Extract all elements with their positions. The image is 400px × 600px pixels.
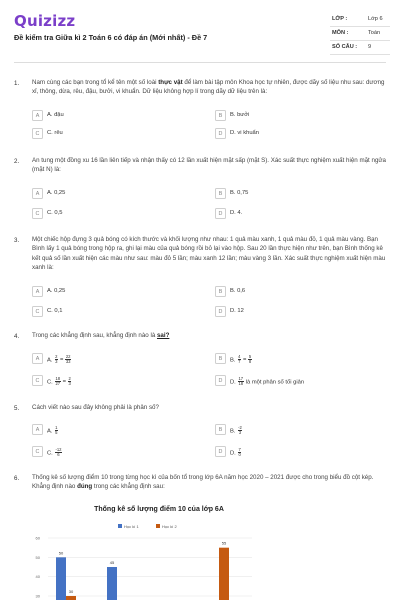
- option-letter-box[interactable]: B: [215, 353, 226, 364]
- bar: [107, 567, 117, 600]
- option-text: [47, 210, 62, 216]
- question-text-emphasis: sai?: [156, 332, 170, 339]
- option-text: [230, 190, 248, 196]
- equals-sign: =: [242, 357, 247, 364]
- option-text: [230, 448, 242, 458]
- option-text: [47, 308, 62, 314]
- chart-container: [22, 500, 388, 600]
- answer-option-a[interactable]: [32, 110, 202, 123]
- option-label: C. 0,5: [47, 210, 63, 216]
- option-label: D. vi khuẩn: [230, 130, 259, 136]
- fraction: [248, 355, 251, 365]
- quizizz-logo: Quizizz: [14, 12, 76, 30]
- fraction-numerator: 7: [238, 447, 241, 452]
- fraction-denominator: 27: [55, 381, 61, 387]
- option-text: [47, 130, 63, 136]
- fraction: [55, 448, 62, 458]
- question-text-part: Cách viết nào sau đây không phải là phân số?: [32, 404, 159, 411]
- fraction-numerator: 2: [68, 376, 71, 381]
- meta-label: SỐ CÂU :: [332, 44, 358, 50]
- option-text: [230, 308, 244, 314]
- question-text-part: Trong các khẳng định sau, khẳng định nào là: [32, 332, 157, 339]
- fraction: [55, 355, 58, 365]
- option-label: A.: [47, 357, 53, 364]
- fraction-denominator: 7: [238, 359, 241, 365]
- question-number: 6.: [14, 475, 20, 482]
- option-letter-box[interactable]: B: [215, 110, 226, 121]
- option-text: [47, 288, 65, 294]
- y-tick-label: 60: [35, 535, 40, 541]
- fraction-numerator: 2: [55, 354, 58, 359]
- question-text: [32, 403, 388, 412]
- equals-sign: =: [59, 357, 64, 364]
- answer-option-a[interactable]: [32, 286, 202, 299]
- option-label: B.: [230, 428, 236, 435]
- option-letter-box[interactable]: A: [32, 353, 43, 364]
- answer-option-d[interactable]: [215, 375, 385, 388]
- question-text-part: Nam cùng các bạn trong tổ kể tên một số loài: [32, 79, 159, 86]
- option-letter-box[interactable]: C: [32, 208, 43, 219]
- fraction: [55, 426, 58, 436]
- fraction: [238, 355, 241, 365]
- legend-label: Học kì 2: [162, 524, 177, 529]
- fraction-denominator: 3: [55, 359, 58, 365]
- answer-option-b[interactable]: [215, 353, 385, 366]
- answer-option-b[interactable]: [215, 188, 385, 201]
- answer-option-a[interactable]: [32, 424, 202, 437]
- document-meta: [330, 13, 390, 55]
- meta-value: Toán: [368, 30, 381, 36]
- fraction-numerator: 5: [248, 354, 252, 359]
- fraction-numerator: 22: [65, 354, 71, 359]
- fraction-denominator: 5: [55, 430, 58, 436]
- meta-row-subject: [330, 27, 390, 41]
- meta-value: 9: [368, 44, 372, 50]
- question-number: 3.: [14, 237, 20, 244]
- option-text: [230, 426, 243, 436]
- question-text-part: để làm bài tập môn Khoa học tự nhiên, được dãy số liệu nhu sau: dương xỉ, thông, dừa, rêu, đậu, bưởi, vi khuẩn. Dữ liệu không hợp lí trong dãy dữ liệu trên là:: [32, 79, 385, 96]
- option-text: [47, 190, 65, 196]
- option-text: [230, 130, 259, 136]
- option-text: [47, 448, 63, 458]
- fraction: [68, 377, 71, 387]
- question-text-emphasis: thực vật: [158, 79, 183, 86]
- data-label: 45: [109, 560, 115, 565]
- bar: [56, 557, 66, 600]
- fraction-numerator: 17: [238, 376, 244, 381]
- chart-title: Thống kê số lượng điểm 10 của lớp 6A: [94, 506, 224, 513]
- option-label: D. 12: [230, 308, 244, 314]
- question-number: 2.: [14, 158, 20, 165]
- question-text: [32, 156, 388, 175]
- option-text: [47, 426, 58, 436]
- option-label: A. 0,25: [47, 190, 66, 196]
- option-letter-box[interactable]: A: [32, 286, 43, 297]
- option-label: A.: [47, 428, 53, 435]
- data-label: 55: [221, 540, 227, 546]
- meta-row-class: [330, 13, 390, 27]
- answer-option-b[interactable]: [215, 286, 385, 299]
- question-text: [32, 235, 388, 273]
- legend-label: Học kì 1: [124, 524, 139, 529]
- equals-sign: =: [62, 379, 66, 386]
- fraction-denominator: 0: [238, 452, 241, 458]
- answer-option-c[interactable]: [32, 128, 202, 141]
- meta-row-question-count: [330, 41, 390, 55]
- option-text: [230, 355, 252, 365]
- question-text: [32, 473, 388, 492]
- option-label: B. bưởi: [230, 112, 250, 118]
- fraction: [55, 377, 61, 387]
- bar: [219, 548, 229, 600]
- option-letter-box[interactable]: D: [215, 306, 226, 317]
- option-letter-box[interactable]: D: [215, 128, 226, 139]
- option-label: D. 4.: [230, 210, 243, 216]
- meta-label: LỚP :: [332, 16, 348, 22]
- option-text: [230, 210, 242, 216]
- option-letter-box[interactable]: B: [215, 424, 226, 435]
- option-label: B. 0,6: [230, 288, 246, 294]
- document-header: [0, 0, 400, 62]
- answer-option-c[interactable]: [32, 306, 202, 319]
- question-number: 4.: [14, 333, 20, 340]
- fraction-numerator: 4: [238, 354, 241, 359]
- option-label: D.: [230, 450, 236, 457]
- fraction-denominator: 3: [68, 381, 71, 387]
- option-label: A. đậu: [47, 112, 64, 118]
- option-label: B. 0,75: [230, 190, 249, 196]
- y-tick-label: 30: [35, 593, 40, 599]
- option-letter-box[interactable]: C: [32, 375, 43, 386]
- fraction: [238, 426, 243, 436]
- fraction-denominator: 3: [238, 430, 242, 436]
- option-letter-box[interactable]: B: [215, 188, 226, 199]
- document-title: Đề kiểm tra Giữa kì 2 Toán 6 có đáp án (Mới nhất) - Đề 7: [14, 33, 208, 42]
- option-text: [230, 288, 245, 294]
- option-text: [230, 112, 249, 118]
- option-label: C. rêu: [47, 130, 63, 136]
- question-text-emphasis: đúng: [77, 483, 93, 491]
- option-text: [47, 355, 72, 365]
- option-letter-box[interactable]: D: [215, 208, 226, 219]
- question-text-part: Thống kê số lượng điểm 10 trong từng học kì của bốn tổ trong lớp 6A năm học 2020 – 2021 được cho trong biểu đồ cột kép. Khẳng định nào: [32, 474, 374, 491]
- option-letter-box[interactable]: A: [32, 110, 43, 121]
- answer-option-c[interactable]: [32, 208, 202, 221]
- fraction-numerator: 1: [55, 425, 58, 430]
- question-text-part: Một chiếc hộp đựng 3 quả bóng có kích thước và khối lượng như nhau: 1 quả màu xanh, 1 quả màu đỏ, 1 quả màu vàng. Bạn Bình lấy 1 quả bóng trong hộp ra, ghi lại màu của quả bóng rồi bỏ lại vào hộp. Sau 20 lần thực hiện như trên, bạn Bình thống kê kết quả số lần xuất hiện các màu như sau: màu đỏ 5 lần; màu xanh 12 lần; màu vàng 3 lần. Xác suất thực nghiệm xuất hiện màu xanh là:: [32, 236, 386, 272]
- answer-option-d[interactable]: [215, 208, 385, 221]
- option-letter-box[interactable]: C: [32, 446, 43, 457]
- option-letter-box[interactable]: D: [215, 446, 226, 457]
- fraction-denominator: 33: [65, 359, 71, 365]
- fraction-denominator: 8: [248, 359, 252, 365]
- bar: [66, 596, 76, 600]
- option-letter-box[interactable]: D: [215, 375, 226, 386]
- fraction-numerator: -2: [238, 425, 242, 430]
- data-label: 50: [58, 550, 64, 556]
- option-text: [47, 377, 72, 387]
- fraction-denominator: 18: [238, 381, 244, 387]
- question-text-part: An tung một đồng xu 16 lần liên tiếp và nhận thấy có 12 lần xuất hiện mặt sấp (mặt S). Xác suất thực nghiệm xuất hiện mặt ngửa (mặt N) là:: [32, 157, 386, 174]
- option-text: [47, 112, 64, 118]
- question-text-part: trong các khẳng định sau:: [92, 483, 165, 491]
- option-text: [230, 377, 304, 387]
- option-label: C.: [47, 379, 53, 386]
- option-label: C.: [47, 450, 53, 457]
- option-label: A. 0,25: [47, 288, 66, 294]
- answer-option-a[interactable]: [32, 353, 202, 366]
- option-label: D.: [230, 379, 236, 386]
- question-number: 5.: [14, 405, 20, 412]
- option-label: C. 0,1: [47, 308, 63, 314]
- answer-option-b[interactable]: [215, 424, 385, 437]
- meta-label: MÔN :: [332, 30, 349, 36]
- meta-value: Lớp 6: [368, 16, 383, 22]
- question-text: [32, 331, 388, 340]
- answer-option-d[interactable]: [215, 128, 385, 141]
- option-letter-box[interactable]: A: [32, 424, 43, 435]
- answer-option-c[interactable]: [32, 375, 202, 388]
- option-letter-box[interactable]: C: [32, 128, 43, 139]
- data-label: 30: [68, 589, 74, 594]
- legend-swatch: [156, 524, 160, 528]
- answer-option-d[interactable]: [215, 306, 385, 319]
- answer-option-b[interactable]: [215, 110, 385, 123]
- answer-option-a[interactable]: [32, 188, 202, 201]
- y-tick-label: 40: [35, 574, 40, 580]
- fraction-numerator: 18: [55, 376, 61, 381]
- y-tick-label: 50: [35, 554, 40, 560]
- question-number: 1.: [14, 80, 20, 87]
- fraction: [238, 448, 241, 458]
- option-label: B.: [230, 357, 236, 364]
- option-letter-box[interactable]: A: [32, 188, 43, 199]
- option-letter-box[interactable]: C: [32, 306, 43, 317]
- answer-option-d[interactable]: [215, 446, 385, 459]
- fraction-denominator: 6: [57, 452, 60, 458]
- header-divider: [14, 62, 386, 63]
- option-letter-box[interactable]: B: [215, 286, 226, 297]
- option-suffix: là một phân số tối giản: [244, 379, 305, 386]
- fraction: [238, 377, 244, 387]
- fraction: [65, 355, 71, 365]
- bar-chart: [22, 500, 388, 600]
- answer-option-c[interactable]: [32, 446, 202, 459]
- fraction-numerator: -12: [55, 447, 62, 452]
- legend-swatch: [118, 524, 122, 528]
- question-text: [32, 78, 388, 97]
